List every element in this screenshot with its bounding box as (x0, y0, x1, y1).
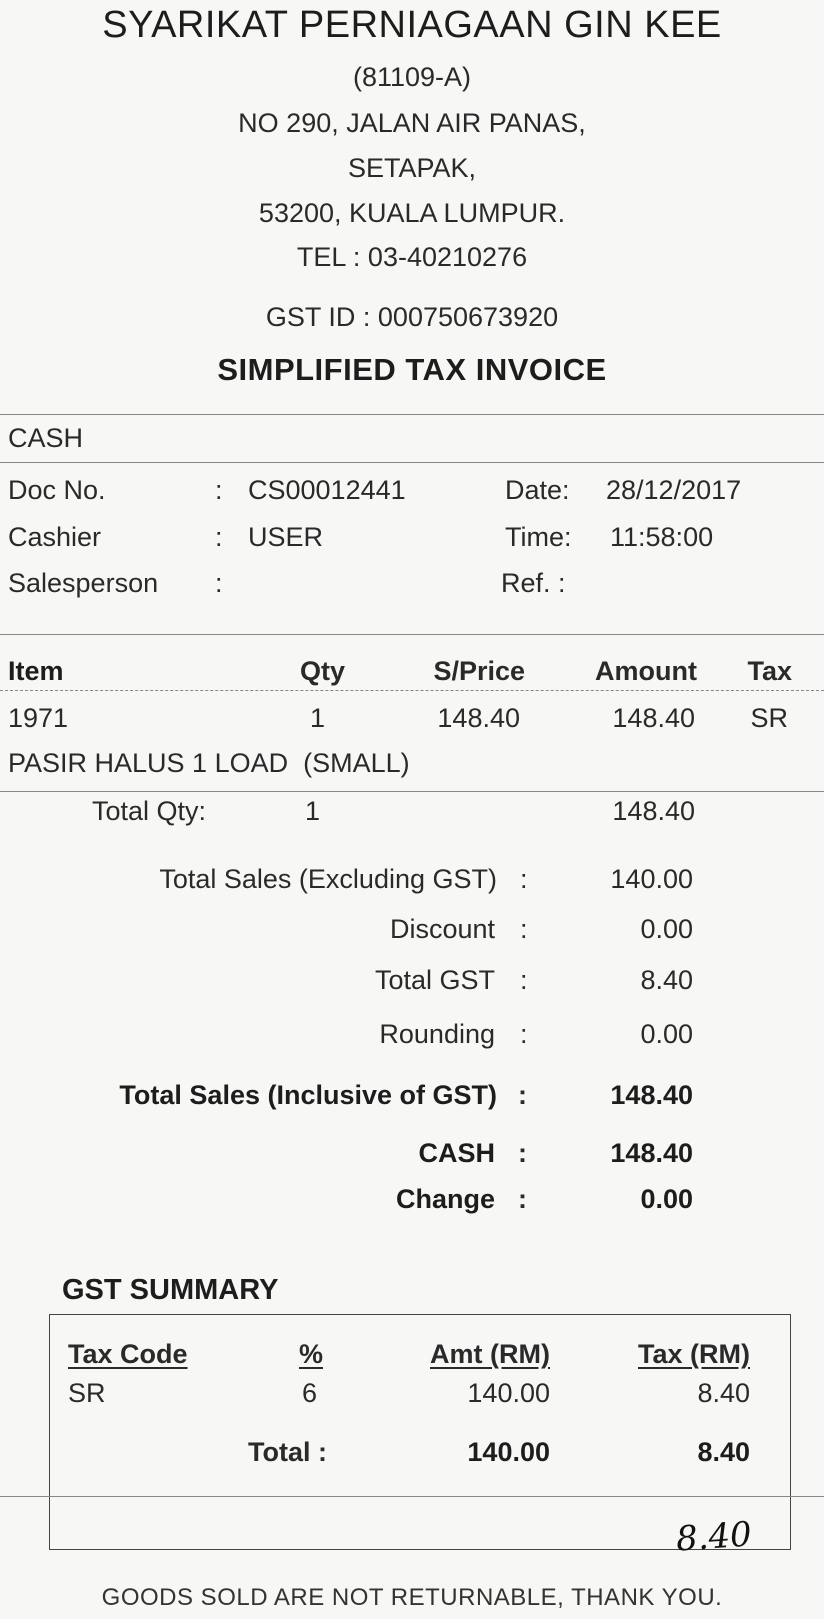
colon: : (520, 1019, 528, 1049)
salesperson-label: Salesperson (8, 568, 159, 598)
change-label: Change (395, 1184, 495, 1214)
store-name: SYARIKAT PERNIAGAAN GIN KEE (102, 4, 722, 46)
handwritten-note: 8.40 (674, 1514, 754, 1560)
telephone: TEL : 03-40210276 (296, 242, 528, 272)
doc-no-value: CS00012441 (248, 475, 406, 505)
col-header-price: S/Price (433, 656, 525, 686)
incl-gst-label: Total Sales (Inclusive of GST) (119, 1080, 497, 1110)
item-qty: 1 (309, 703, 325, 733)
total-qty-value: 1 (305, 796, 321, 826)
footer-note: GOODS SOLD ARE NOT RETURNABLE, THANK YOU. (101, 1584, 723, 1611)
discount-value: 0.00 (640, 914, 693, 944)
gst-total-label: Total : (248, 1437, 327, 1467)
gst-id: GST ID : 000750673920 (265, 302, 559, 332)
divider (0, 791, 824, 792)
excl-gst-label: Total Sales (Excluding GST) (159, 864, 497, 894)
excl-gst-value: 140.00 (610, 864, 693, 894)
ref-label: Ref. : (501, 568, 566, 598)
col-header-tax: Tax (747, 656, 792, 686)
colon: : (215, 475, 223, 505)
item-description: PASIR HALUS 1 LOAD (SMALL) (8, 748, 410, 778)
colon: : (215, 522, 223, 552)
divider (0, 462, 824, 463)
divider (0, 634, 824, 635)
gst-row-tax: 8.40 (697, 1378, 750, 1408)
document-title: SIMPLIFIED TAX INVOICE (217, 352, 607, 387)
date-label: Date: (505, 475, 570, 505)
divider (0, 690, 824, 691)
gst-row-pct: 6 (302, 1378, 318, 1408)
colon: : (215, 568, 223, 598)
time-value: 11:58:00 (610, 522, 714, 552)
colon: : (520, 864, 528, 894)
cash-value: 148.40 (610, 1138, 693, 1168)
payment-type: CASH (8, 423, 84, 453)
cash-label: CASH (418, 1138, 495, 1168)
gst-total-tax: 8.40 (697, 1437, 750, 1467)
gst-header-code: Tax Code (68, 1339, 188, 1369)
rounding-label: Rounding (379, 1019, 495, 1049)
item-tax: SR (750, 703, 788, 733)
cashier-label: Cashier (8, 522, 102, 552)
time-label: Time: (505, 522, 572, 552)
incl-gst-value: 148.40 (610, 1080, 693, 1110)
col-header-amount: Amount (595, 656, 697, 686)
rounding-value: 0.00 (640, 1019, 693, 1049)
item-price: 148.40 (437, 703, 520, 733)
col-header-qty: Qty (299, 656, 345, 686)
colon: : (520, 914, 528, 944)
company-reg-no: (81109-A) (352, 62, 472, 92)
item-amount: 148.40 (612, 703, 695, 733)
gst-header-tax: Tax (RM) (638, 1339, 750, 1369)
col-header-item: Item (8, 656, 64, 686)
cashier-value: USER (248, 522, 324, 552)
address-line-3: 53200, KUALA LUMPUR. (258, 198, 566, 228)
colon: : (520, 965, 528, 995)
gst-total-amt: 140.00 (467, 1437, 550, 1467)
total-gst-value: 8.40 (640, 965, 693, 995)
address-line-2: SETAPAK, (347, 153, 477, 183)
change-value: 0.00 (640, 1184, 693, 1214)
total-qty-amount: 148.40 (612, 796, 695, 826)
address-line-1: NO 290, JALAN AIR PANAS, (238, 108, 586, 138)
date-value: 28/12/2017 (606, 475, 742, 505)
divider (0, 1496, 824, 1497)
gst-row-code: SR (68, 1378, 106, 1408)
total-qty-label: Total Qty: (92, 796, 207, 826)
colon: : (518, 1138, 527, 1168)
doc-no-label: Doc No. (8, 475, 106, 505)
colon: : (518, 1184, 527, 1214)
item-code: 1971 (8, 703, 69, 733)
gst-row-amt: 140.00 (467, 1378, 550, 1408)
total-gst-label: Total GST (374, 965, 495, 995)
colon: : (518, 1080, 527, 1110)
discount-label: Discount (389, 914, 495, 944)
gst-summary-title: GST SUMMARY (62, 1274, 279, 1306)
gst-header-amt: Amt (RM) (430, 1339, 550, 1369)
gst-header-pct: % (299, 1339, 324, 1369)
divider (0, 414, 824, 415)
